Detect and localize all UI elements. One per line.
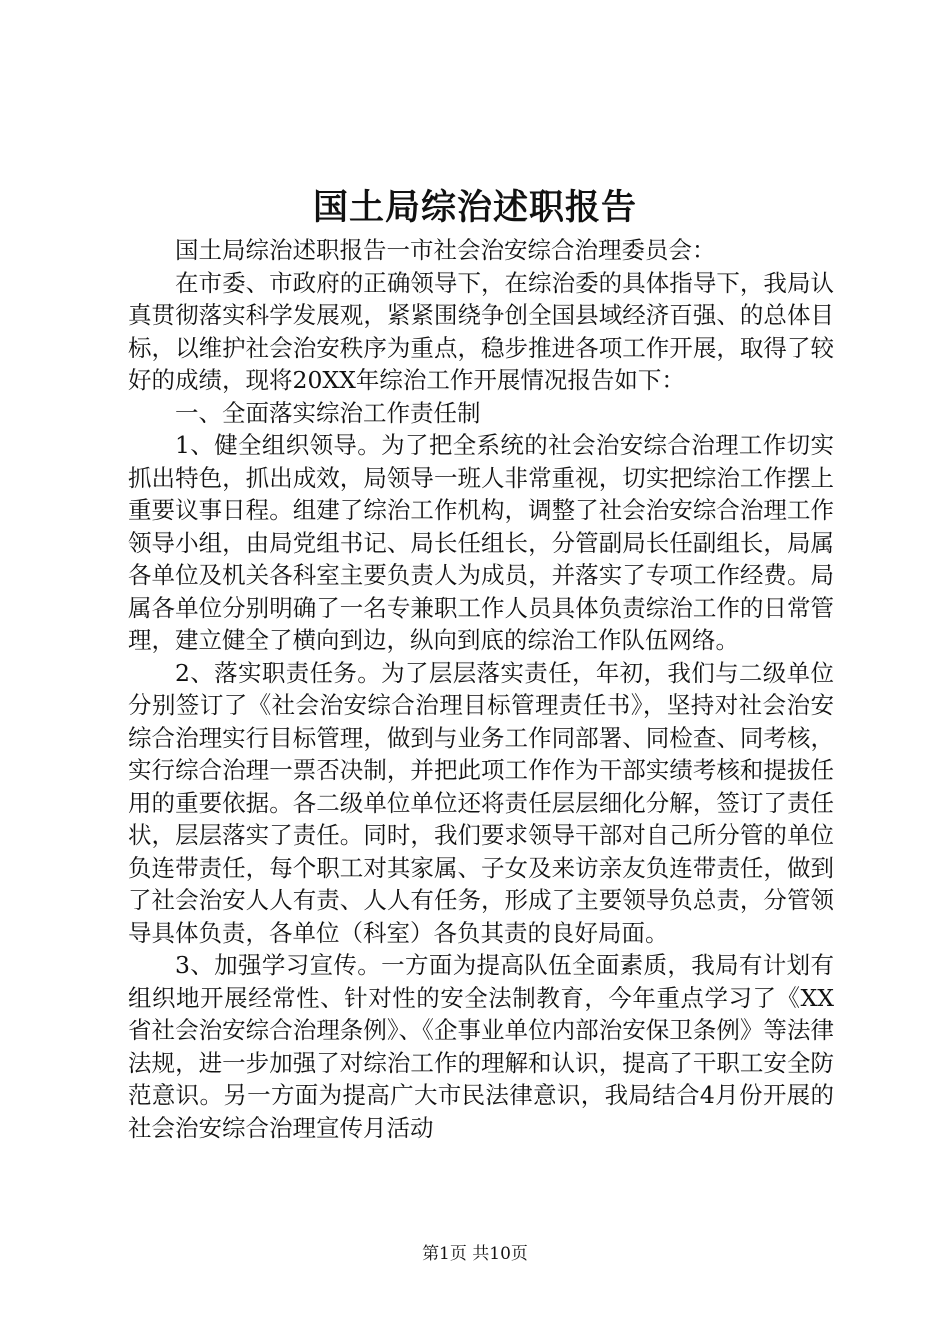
paragraph-item-1: 1、健全组织领导。为了把全系统的社会治安综合治理工作切实抓出特色，抓出成效，局领导一班人非常重视，切实把综治工作摆上重要议事日程。组建了综治工作机构，调整了社会治安综合治理工作领导小组，由局党组书记、局长任组长，分管副局长任副组长，局属各单位及机关各科室主要负责人为成员，并落实了专项工作经费。局属各单位分别明确了一名专兼职工作人员具体负责综治工作的日常管理，建立健全了横向到边，纵向到底的综治工作队伍网络。 — [128, 431, 834, 654]
page-number-footer: 第1页 共10页 — [422, 1244, 528, 1264]
paragraph-salutation: 国土局综治述职报告一市社会治安综合治理委员会： — [175, 236, 716, 264]
paragraph-item-3: 3、加强学习宣传。一方面为提高队伍全面素质，我局有计划有组织地开展经常性、针对性的安全法制教育，今年重点学习了《XX省社会治安综合治理条例》、《企事业单位内部治安保卫条例》等法律法规，进一步加强了对综治工作的理解和认识，提高了干职工安全防范意识。另一方面为提高广大市民法律意识，我局结合4月份开展的社会治安综合治理宣传月活动 — [128, 951, 834, 1142]
document-title: 国土局综治述职报告 — [312, 187, 637, 228]
paragraph-intro: 在市委、市政府的正确领导下，在综治委的具体指导下，我局认真贯彻落实科学发展观，紧紧围绕争创全国县域经济百强、的总体目标，以维护社会治安秩序为重点，稳步推进各项工作开展，取得了较好的成绩，现将20XX年综治工作开展情况报告如下： — [128, 268, 834, 394]
paragraph-item-2: 2、落实职责任务。为了层层落实责任，年初，我们与二级单位分别签订了《社会治安综合治理目标管理责任书》，坚持对社会治安综合治理实行目标管理，做到与业务工作同部署、同检查、同考核，实行综合治理一票否决制，并把此项工作作为干部实绩考核和提拔任用的重要依据。各二级单位单位还将责任层层细化分解，签订了责任状，层层落实了责任。同时，我们要求领导干部对自己所分管的单位负连带责任，每个职工对其家属、子女及来访亲友负连带责任，做到了社会治安人人有责、人人有任务，形成了主要领导负总责，分管领导具体负责，各单位（科室）各负其责的良好局面。 — [128, 658, 834, 947]
document-body — [128, 234, 834, 1144]
section-heading: 一、全面落实综治工作责任制 — [175, 398, 481, 427]
